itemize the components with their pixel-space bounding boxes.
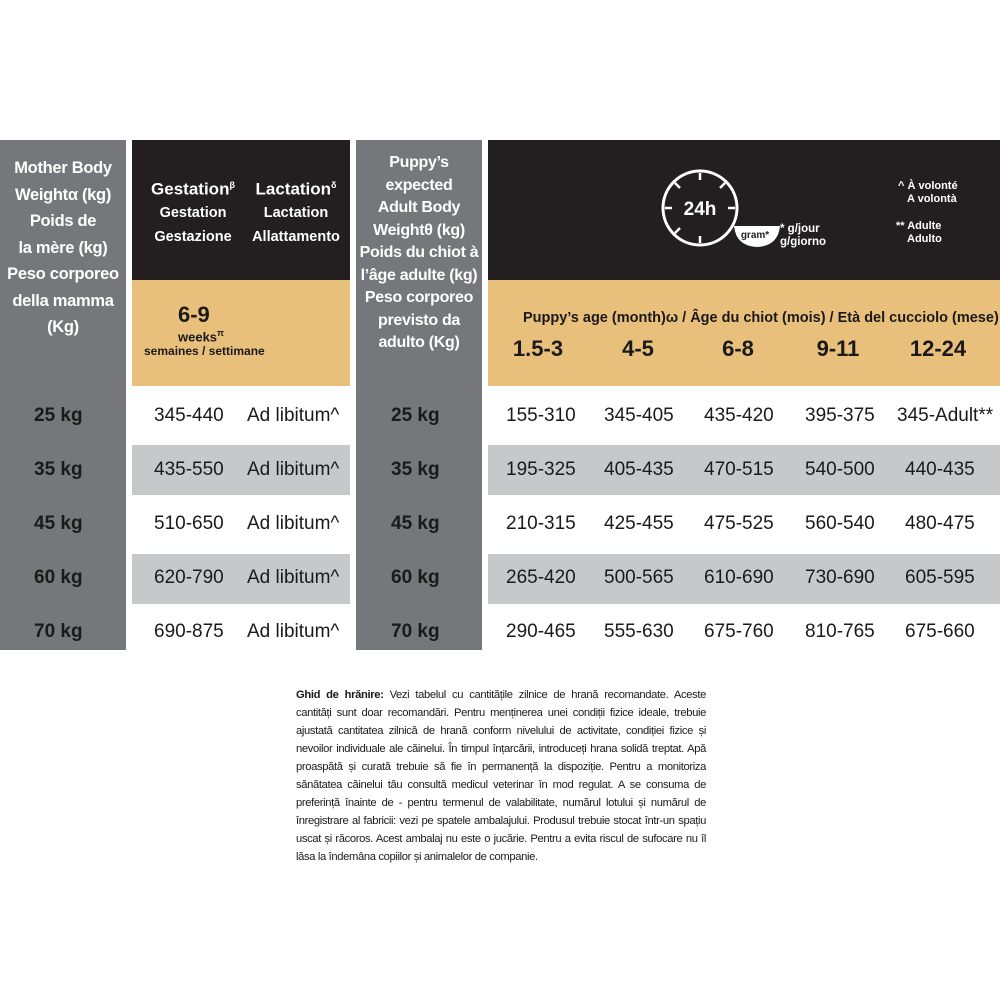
volonte-line: ^ À volonté: [898, 180, 958, 192]
gestation-sup: β: [229, 180, 235, 190]
lactation-cell: Ad libitum^: [247, 513, 340, 534]
mother-weight-cell: 45 kg: [34, 513, 83, 534]
age-group: 9-11: [816, 336, 860, 361]
volonte-line: A volontà: [907, 193, 957, 205]
lactation-sup: δ: [331, 180, 337, 190]
gestation-it: Gestazione: [154, 228, 232, 245]
gestation-lactation-header: [132, 140, 350, 280]
header-line: adulto (Kg): [378, 334, 460, 351]
feeding-guide-text: Vezi tabelul cu cantitățile zilnice de hrană recomandate. Aceste cantități sunt doar recomandări. Pentru menținerea unei condiții fizice ideale, trebuie ajustată cantitatea zilnică de hrană conform nivelului de activitate, condiției fizice și nevoilor individuale ale căinelui. În timpul înțarcării, introduceți hrana solidă treptat. Apă proaspătă și curată trebuie să fie în permanență la dispoziție. Pentru a monitoriza sănătatea căinelui tău consultă medicul veterinar în mod regulat. A se consuma de preferință înainte de - pentru termenul de valabilitate, numărul lotului și numărul de înregistrare al fabricii: vezi pe spatele ambalajului. Produsul trebuie stocat într-un spațiu uscat și răcoros. Acest ambalaj nu este o jucărie. Pentru a evita riscul de sufocare nu îl lăsa la îndemâna copiilor și animalelor de companie.: [296, 689, 706, 863]
mother-weight-cell: 35 kg: [34, 459, 83, 480]
volonte-note: [898, 180, 958, 206]
header-line: la mère (kg): [18, 238, 108, 257]
puppy-age-title: Puppy’s age (month)ω / Âge du chiot (mois) / Età del cucciolo (mese): [523, 310, 999, 326]
table-row: [0, 554, 1000, 602]
amount-cell: 435-420: [704, 405, 774, 426]
gestation-cell: 435-550: [154, 459, 224, 480]
header-line: Poids de: [29, 212, 97, 230]
amount-cell: 560-540: [805, 513, 875, 534]
amount-cell: 405-435: [604, 459, 674, 480]
header-line: Mother Body: [14, 159, 112, 177]
gestation-header: [148, 174, 238, 249]
amount-cell: 470-515: [704, 459, 774, 480]
mother-weight-cell: 60 kg: [34, 567, 83, 588]
age-group: 4-5: [622, 336, 654, 361]
amount-cell: 440-435: [905, 459, 975, 480]
puppy-weight-cell: 60 kg: [391, 567, 440, 588]
amount-cell: 810-765: [805, 621, 875, 642]
amount-cell: 555-630: [604, 621, 674, 642]
table-row: [0, 392, 1000, 440]
amount-cell: 500-565: [604, 567, 674, 588]
header-line: l’âge adulte (kg): [360, 266, 478, 284]
amount-cell: 610-690: [704, 567, 774, 588]
amount-cell: 345-Adult**: [897, 405, 994, 426]
age-group: 12-24: [909, 336, 967, 361]
feeding-table-body: [0, 390, 1000, 650]
amount-cell: 675-660: [905, 621, 975, 642]
feeding-guide: [296, 686, 706, 866]
adulte-note: [896, 220, 942, 246]
daily-amount-header: [488, 140, 1000, 280]
gestation-cell: 620-790: [154, 567, 224, 588]
gjour-note: [780, 223, 826, 249]
lactation-fr: Lactation: [263, 204, 329, 221]
amount-cell: 395-375: [805, 405, 875, 426]
mother-weight-header: [0, 140, 126, 390]
feeding-guide-title: Ghid de hrănire:: [296, 689, 384, 701]
clock-24h-icon: [658, 166, 742, 250]
bowl-icon: [732, 220, 782, 250]
puppy-weight-cell: 45 kg: [391, 513, 440, 534]
amount-cell: 290-465: [506, 621, 576, 642]
lactation-cell: Ad libitum^: [247, 405, 340, 426]
table-row: [0, 500, 1000, 548]
amount-cell: 195-325: [506, 459, 576, 480]
weeks-band: [132, 280, 350, 386]
amount-cell: 475-525: [704, 513, 774, 534]
mother-weight-cell: 70 kg: [34, 621, 83, 642]
weeks-word: weeks: [178, 329, 218, 345]
amount-cell: 210-315: [506, 513, 576, 534]
header-line: della mamma (Kg): [12, 291, 114, 336]
puppy-weight-cell: 70 kg: [391, 621, 440, 642]
puppy-weight-cell: 25 kg: [391, 405, 440, 426]
amount-cell: 730-690: [805, 567, 875, 588]
amount-cell: 540-500: [805, 459, 875, 480]
amount-cell: 265-420: [506, 567, 576, 588]
clock-label: 24h: [683, 199, 717, 220]
amount-cell: 345-405: [604, 405, 674, 426]
weeks-range: 6-9: [178, 302, 210, 327]
adulte-line: Adulto: [907, 233, 942, 245]
weeks-sup: π: [217, 328, 224, 338]
header-line: Puppy’s expected: [385, 154, 453, 194]
gestation-cell: 345-440: [154, 405, 224, 426]
gestation-fr: Gestation: [159, 204, 227, 221]
adulte-line: ** Adulte: [896, 220, 942, 232]
lactation-cell: Ad libitum^: [247, 459, 340, 480]
puppy-weight-cell: 35 kg: [391, 459, 440, 480]
gestation-cell: 690-875: [154, 621, 224, 642]
mother-weight-cell: 25 kg: [34, 405, 83, 426]
header-line: Adult Body: [377, 199, 461, 216]
lactation-it: Allattamento: [252, 228, 340, 245]
gjour-line: * g/jour: [780, 223, 820, 235]
table-row: [0, 446, 1000, 494]
table-row: [0, 608, 1000, 656]
lactation-cell: Ad libitum^: [247, 567, 340, 588]
amount-cell: 675-760: [704, 621, 774, 642]
lactation-header: [248, 174, 344, 249]
age-group: 6-8: [722, 336, 754, 361]
puppy-age-band: [488, 280, 1000, 386]
amount-cell: 425-455: [604, 513, 674, 534]
header-line: Peso corporeo: [364, 289, 474, 306]
lactation-en: Lactation: [255, 179, 332, 199]
header-line: Weightθ (kg): [373, 221, 465, 239]
age-group: 1.5-3: [512, 336, 564, 361]
header-line: Weightα (kg): [14, 185, 112, 204]
amount-cell: 480-475: [905, 513, 975, 534]
gjour-line: g/giorno: [780, 236, 826, 248]
header-line: Peso corporeo: [7, 265, 119, 283]
header-line: Poids du chiot à: [359, 244, 479, 261]
gestation-en: Gestation: [151, 179, 230, 199]
gestation-cell: 510-650: [154, 513, 224, 534]
amount-cell: 155-310: [506, 405, 576, 426]
bowl-label: gram*: [740, 230, 770, 241]
lactation-cell: Ad libitum^: [247, 621, 340, 642]
weeks-sub: semaines / settimane: [144, 344, 265, 358]
amount-cell: 605-595: [905, 567, 975, 588]
header-line: previsto da: [377, 311, 461, 329]
